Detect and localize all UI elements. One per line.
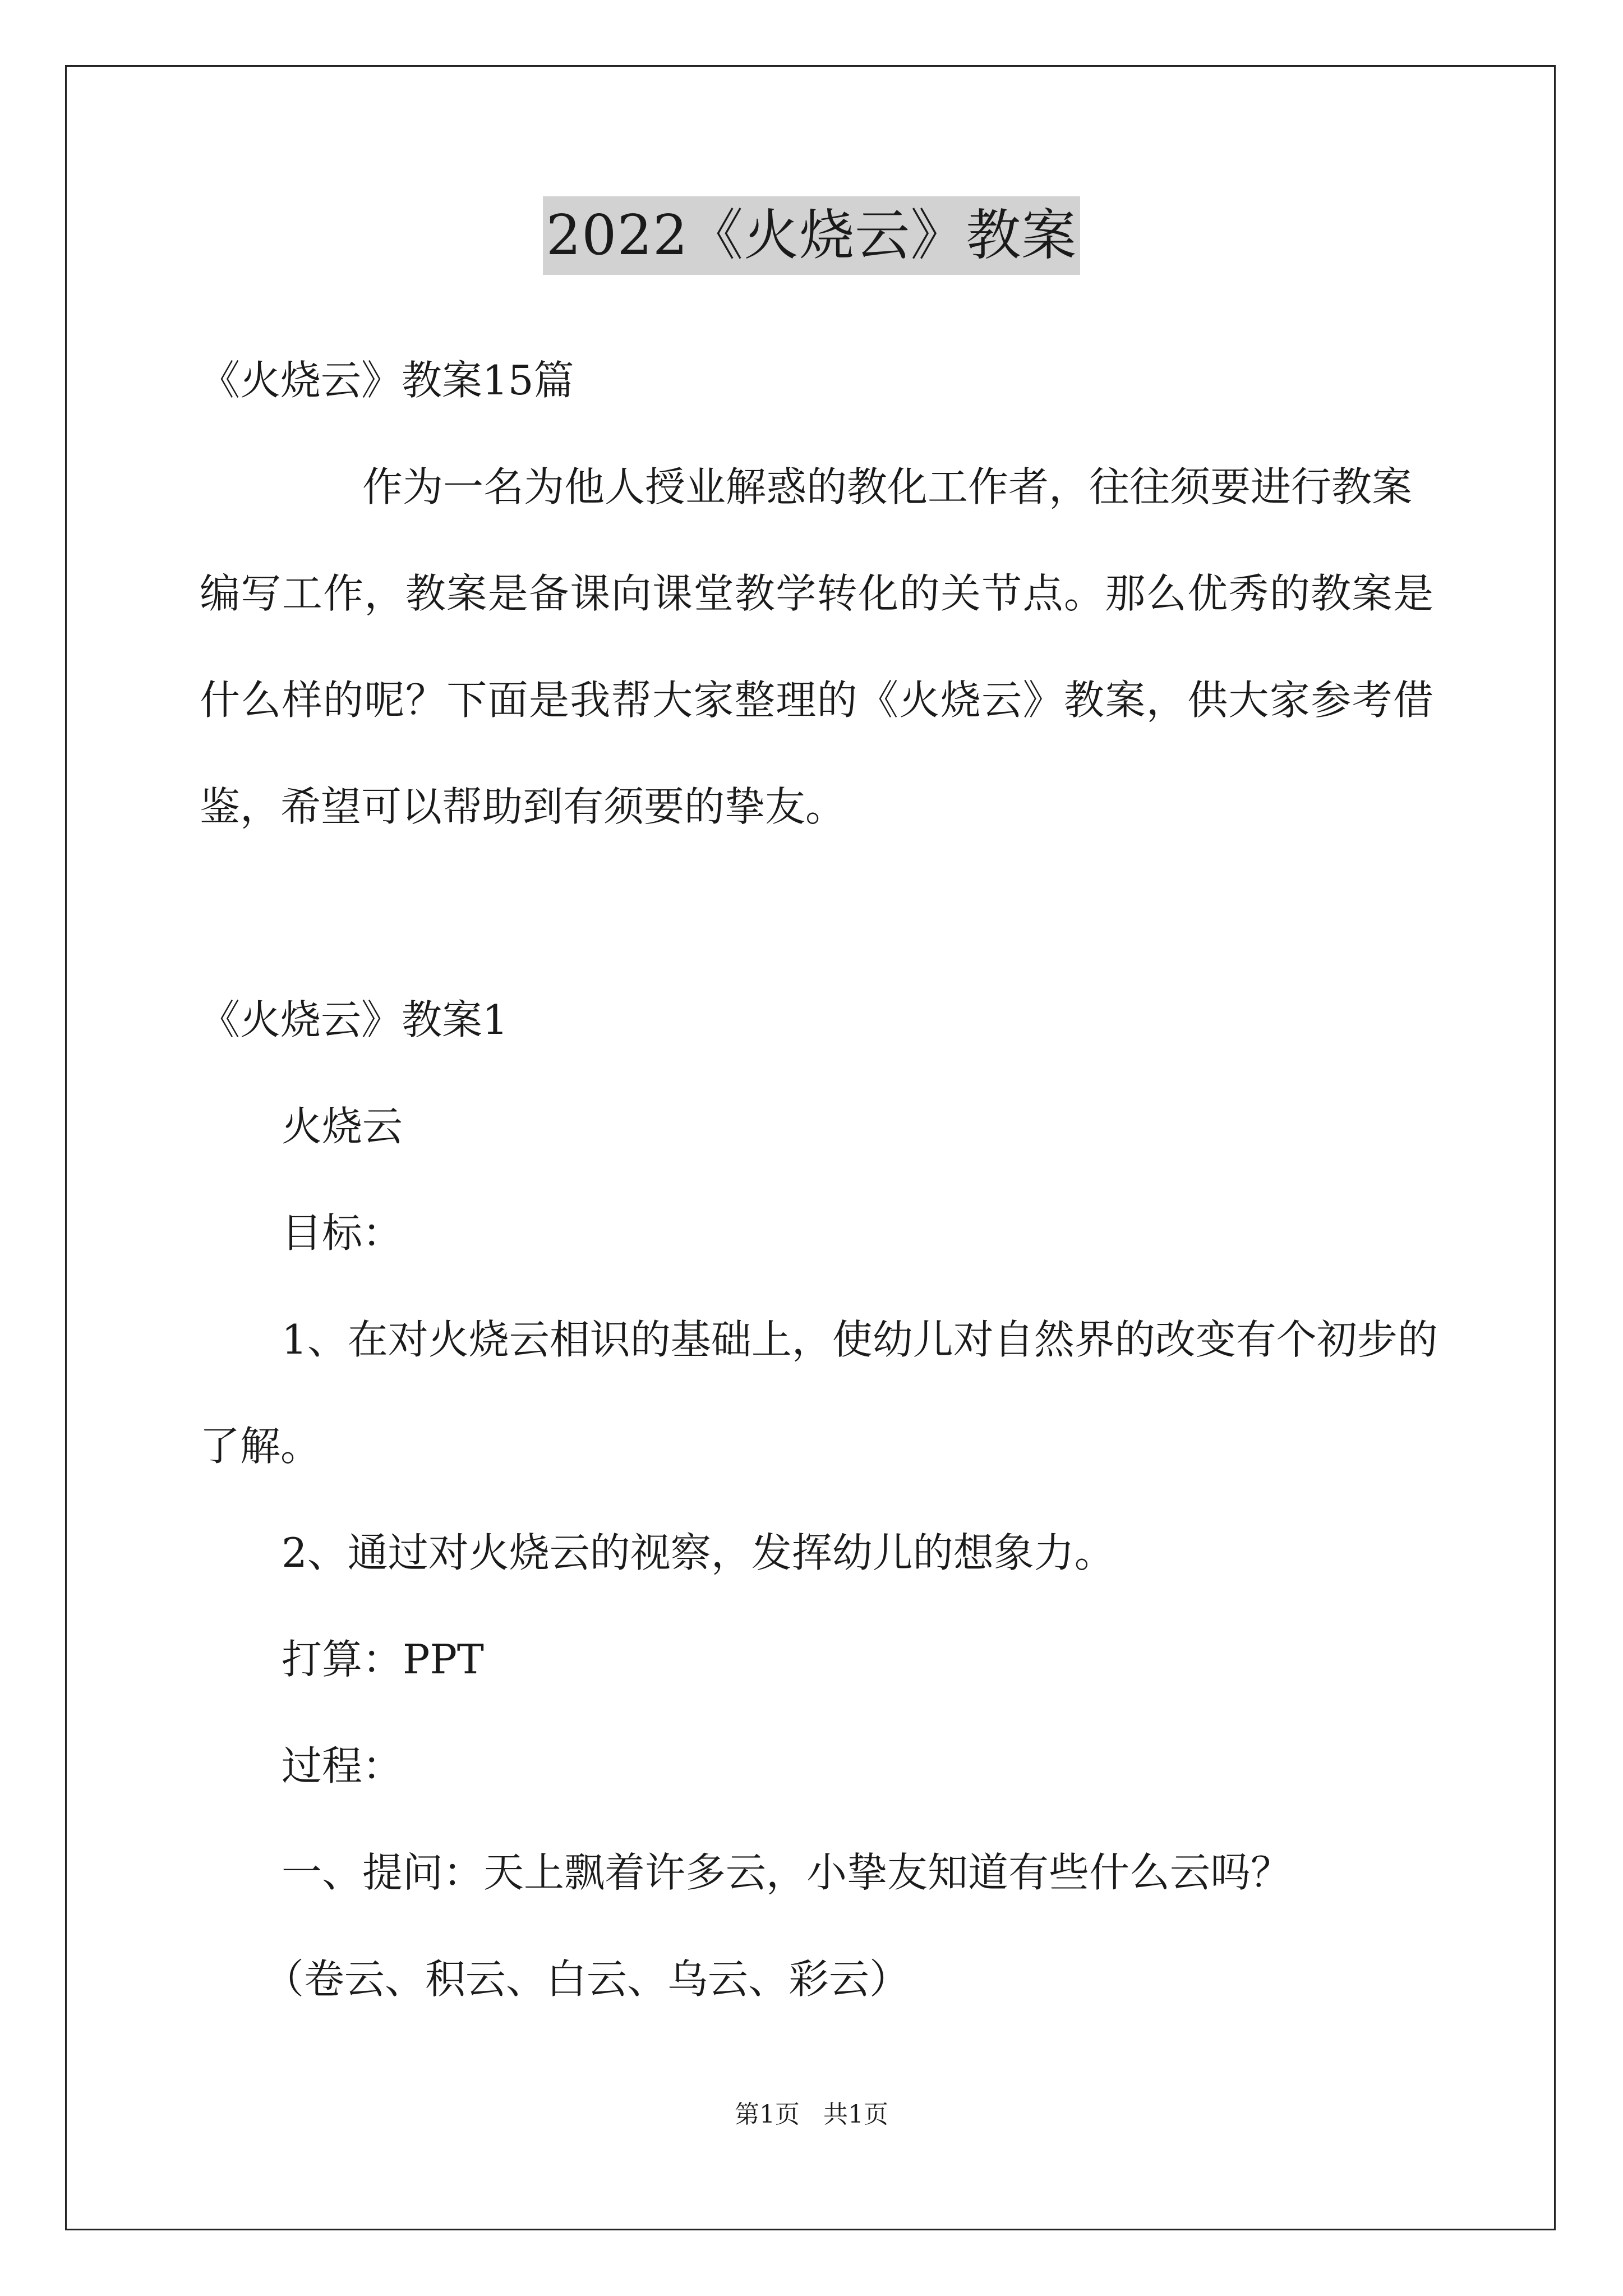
process-label: 过程：: [282, 1742, 403, 1789]
section-heading: 《火烧云》教案1: [200, 996, 508, 1043]
document-subtitle: 《火烧云》教案15篇: [200, 357, 574, 404]
goal-1-line-1: 1、在对火烧云相识的基础上，使幼儿对自然界的改变有个初步的: [282, 1316, 1438, 1363]
preparation: 打算：PPT: [282, 1636, 484, 1683]
intro-line-2: 编写工作，教案是备课向课堂教学转化的关节点。那么优秀的教案是: [200, 570, 1433, 617]
cloud-types-answer: （卷云、积云、白云、乌云、彩云）: [264, 1955, 910, 2003]
document-title: 2022《火烧云》教案: [543, 196, 1080, 275]
goal-label: 目标：: [282, 1209, 403, 1257]
intro-line-3: 什么样的呢？下面是我帮大家整理的《火烧云》教案，供大家参考借: [200, 677, 1433, 724]
intro-line-4: 鉴，希望可以帮助到有须要的挚友。: [200, 783, 846, 830]
page-footer: 第1页 共1页: [735, 2100, 888, 2129]
title-wrap: [0, 196, 1623, 275]
process-step-1: 一、提问：天上飘着许多云，小挚友知道有些什么云吗？: [282, 1849, 1292, 1896]
lesson-name: 火烧云: [282, 1103, 403, 1150]
intro-line-1: 作为一名为他人授业解惑的教化工作者，往往须要进行教案: [362, 463, 1413, 510]
goal-2: 2、通过对火烧云的视察，发挥幼儿的想象力。: [282, 1529, 1115, 1576]
goal-1-line-2: 了解。: [200, 1423, 321, 1470]
